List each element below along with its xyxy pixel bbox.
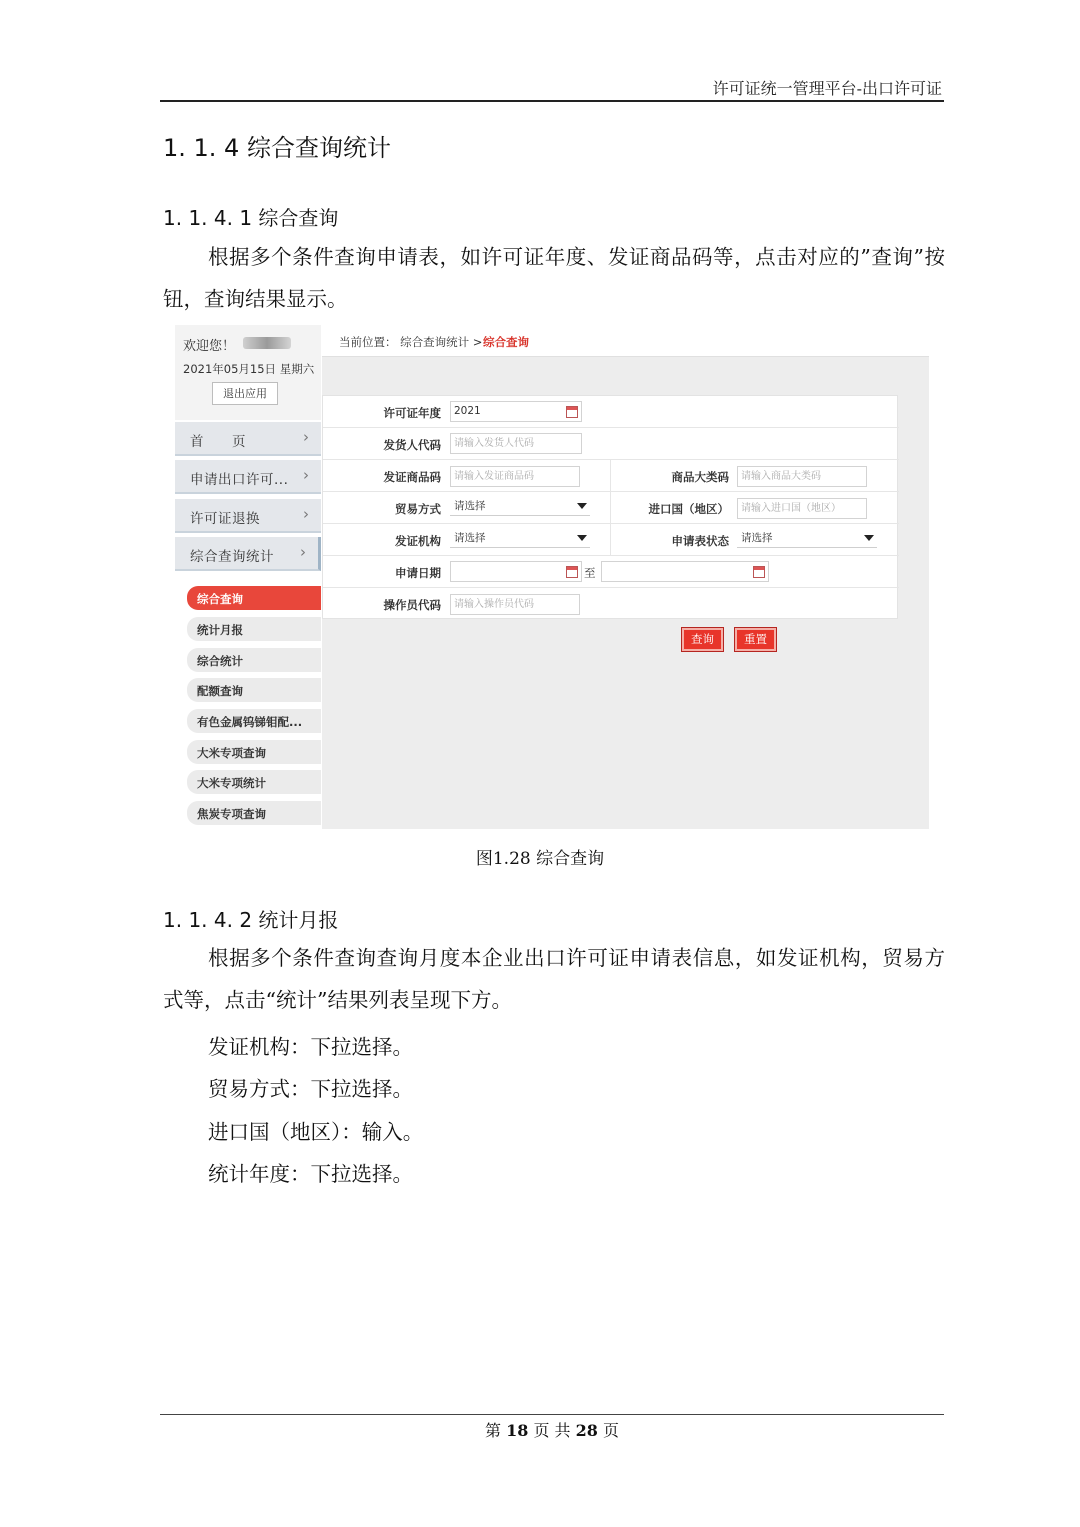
blurred-username (243, 337, 291, 349)
dropdown-arrow-icon (864, 535, 874, 541)
submenu-item-coke-query[interactable] (187, 801, 321, 825)
submenu-label: 焦炭专项查询 (197, 807, 266, 821)
menu-item-home[interactable] (175, 422, 321, 456)
submenu-item-nonferrous[interactable] (187, 709, 321, 733)
submenu-label: 统计月报 (197, 623, 243, 637)
submenu-label: 有色金属钨锑钼配... (197, 715, 303, 729)
goods-code-input[interactable]: 请输入发证商品码 (450, 466, 580, 487)
menu-item-apply[interactable] (175, 460, 321, 494)
field-line: 发证机构：下拉选择。 (208, 1035, 413, 1059)
subsection-heading-monthly: 1. 1. 4. 2 统计月报 (163, 908, 339, 932)
query-button[interactable]: 查询 (681, 627, 724, 652)
category-input[interactable]: 请输入商品大类码 (737, 466, 867, 487)
submenu-item-rice-query[interactable] (187, 740, 321, 764)
welcome-text: 欢迎您！ (183, 339, 236, 354)
submenu-label: 配额查询 (197, 684, 243, 698)
menu-item-return[interactable] (175, 499, 321, 533)
logout-button[interactable]: 退出应用 (212, 382, 278, 405)
section-heading: 1. 1. 4 综合查询统计 (163, 134, 391, 162)
form-row (323, 492, 899, 524)
country-label: 进口国（地区） (648, 502, 729, 516)
breadcrumb-path: 当前位置： 综合查询统计 > (339, 335, 483, 349)
dropdown-arrow-icon (577, 503, 587, 509)
dropdown-arrow-icon (577, 535, 587, 541)
page-number (160, 1418, 944, 1441)
figure-screenshot (175, 325, 929, 829)
welcome-panel (175, 325, 321, 420)
submenu-item-quota-query[interactable] (187, 678, 321, 702)
date-from-input[interactable] (450, 561, 582, 582)
trade-mode-label: 贸易方式 (395, 502, 441, 516)
menu-item-query-stats[interactable] (175, 537, 321, 571)
issuing-org-value: 请选择 (454, 532, 486, 544)
footer-suffix: 页 (603, 1421, 620, 1440)
page-header (160, 74, 944, 102)
date-to-separator: 至 (584, 566, 596, 580)
total-pages: 28 (575, 1421, 598, 1440)
page-footer (160, 1414, 944, 1440)
chevron-right-icon: › (300, 543, 306, 561)
reset-button[interactable]: 重置 (734, 627, 777, 652)
submenu-item-monthly-report[interactable] (187, 617, 321, 641)
menu-item-label: 许可证退换 (190, 511, 260, 527)
breadcrumb (322, 325, 929, 357)
year-field[interactable] (450, 401, 582, 422)
form-row (323, 524, 899, 556)
calendar-icon[interactable] (753, 566, 765, 578)
submenu-label: 综合查询 (197, 592, 243, 606)
menu-item-label: 首 页 (190, 434, 246, 450)
submenu-item-rice-stats[interactable] (187, 770, 321, 794)
country-input[interactable]: 请输入进口国（地区） (737, 498, 867, 519)
calendar-icon[interactable] (566, 566, 578, 578)
sidebar (175, 325, 322, 829)
category-label: 商品大类码 (671, 470, 729, 484)
goods-code-label: 发证商品码 (383, 470, 441, 484)
breadcrumb-current: 综合查询 (483, 335, 529, 349)
figure-caption: 图1.28 综合查询 (475, 849, 605, 869)
column-divider (610, 460, 611, 492)
submenu-item-comprehensive-stats[interactable] (187, 648, 321, 672)
operator-input[interactable]: 请输入操作员代码 (450, 594, 580, 615)
form-row (323, 556, 899, 588)
chevron-right-icon: › (303, 505, 309, 523)
main-panel (322, 325, 929, 829)
paragraph-monthly: 根据多个条件查询查询月度本企业出口许可证申请表信息，如发证机构，贸易方式等，点击“统计”结果列表呈现下方。 (163, 946, 945, 1012)
submenu-label: 大米专项查询 (197, 746, 266, 760)
date-to-input[interactable] (601, 561, 769, 582)
form-row (323, 396, 899, 428)
trade-mode-value: 请选择 (454, 500, 486, 512)
apply-date-label: 申请日期 (395, 566, 441, 580)
query-form (322, 395, 898, 619)
shipper-label: 发货人代码 (383, 438, 441, 452)
status-value: 请选择 (741, 532, 773, 544)
year-value: 2021 (454, 405, 481, 417)
form-row (323, 588, 899, 620)
chevron-right-icon: › (303, 428, 309, 446)
subsection-heading-query: 1. 1. 4. 1 综合查询 (163, 206, 339, 230)
chevron-right-icon: › (303, 466, 309, 484)
shipper-input[interactable]: 请输入发货人代码 (450, 433, 582, 454)
submenu-label: 大米专项统计 (197, 776, 266, 790)
submenu-item-comprehensive-query[interactable] (187, 586, 321, 610)
column-divider (610, 524, 611, 556)
status-label: 申请表状态 (671, 534, 729, 548)
status-select[interactable] (737, 530, 877, 548)
trade-mode-select[interactable] (450, 498, 590, 516)
header-title: 许可证统一管理平台-出口许可证 (712, 79, 942, 98)
operator-label: 操作员代码 (383, 598, 441, 612)
footer-prefix: 第 (484, 1421, 501, 1440)
calendar-icon[interactable] (566, 406, 578, 418)
footer-mid: 页 共 (533, 1421, 571, 1440)
submenu-label: 综合统计 (197, 654, 243, 668)
form-row (323, 460, 899, 492)
field-line: 统计年度：下拉选择。 (208, 1162, 413, 1186)
issuing-org-label: 发证机构 (395, 534, 441, 548)
issuing-org-select[interactable] (450, 530, 590, 548)
current-date: 2021年05月15日 星期六 (183, 362, 315, 376)
column-divider (610, 492, 611, 524)
current-page: 18 (506, 1421, 529, 1440)
year-label: 许可证年度 (383, 406, 441, 420)
menu-item-label: 申请出口许可... (190, 472, 289, 488)
form-row (323, 428, 899, 460)
field-line: 贸易方式：下拉选择。 (208, 1077, 413, 1101)
menu-item-label: 综合查询统计 (190, 549, 274, 565)
paragraph-query: 根据多个条件查询申请表，如许可证年度、发证商品码等，点击对应的”查询”按钮，查询结果显示。 (163, 245, 945, 311)
field-line: 进口国（地区）：输入。 (208, 1120, 424, 1144)
